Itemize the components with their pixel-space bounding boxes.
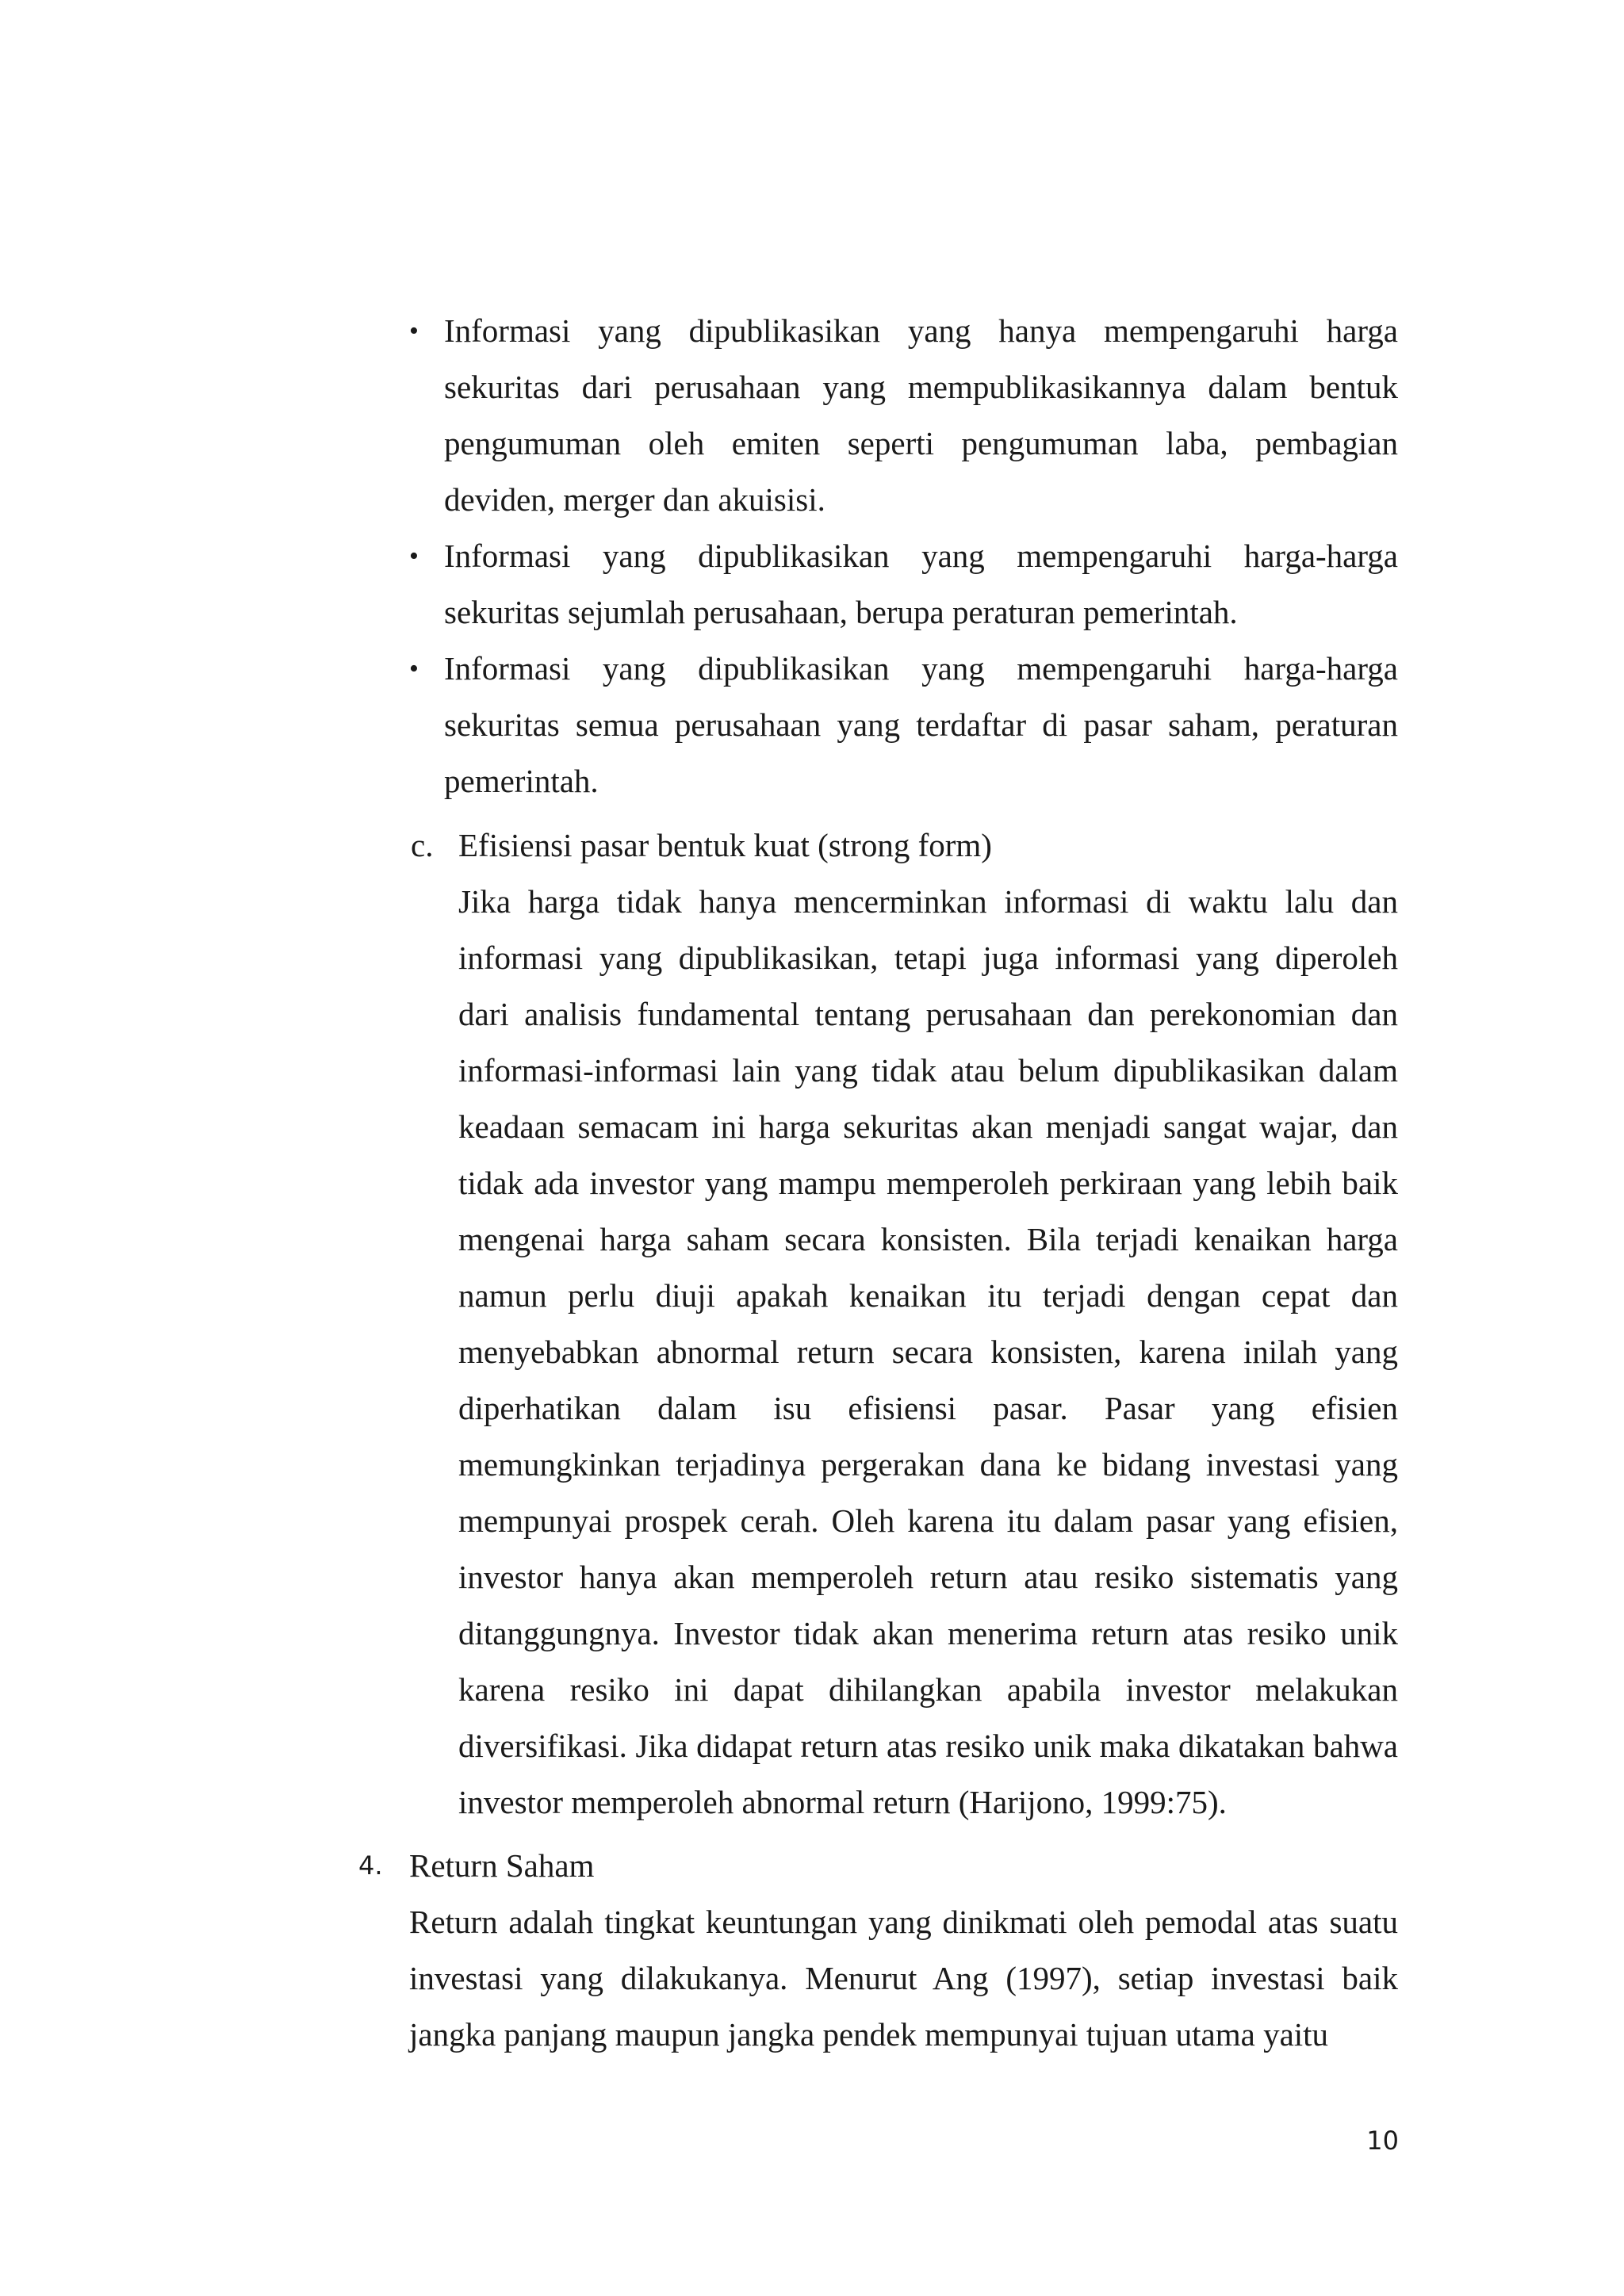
- bullet-icon: •: [409, 654, 419, 683]
- bullet-text: Informasi yang dipublikasikan yang mempengaruhi harga-harga sekuritas semua perusahaan yang terdaftar di pasar saham, peraturan pemerintah.: [444, 650, 1398, 799]
- list-marker: 4.: [358, 1850, 383, 1881]
- heading-text: Return Saham: [409, 1847, 595, 1884]
- section-return-saham: [358, 1838, 1398, 2063]
- bullet-text: Informasi yang dipublikasikan yang hanya mempengaruhi harga sekuritas dari perusahaan yang mempublikasikannya dalam bentuk pengumuman oleh emiten seperti pengumuman laba, pembagian deviden, merger dan akuisisi.: [444, 312, 1398, 518]
- body-paragraph: Return adalah tingkat keuntungan yang dinikmati oleh pemodal atas suatu investasi yang dilakukanya. Menurut Ang (1997), setiap investasi baik jangka panjang maupun jangka pendek mempunyai tujuan utama yaitu: [409, 1904, 1398, 2053]
- section-heading: [411, 817, 1398, 874]
- bullet-text: Informasi yang dipublikasikan yang mempengaruhi harga-harga sekuritas sejumlah perusahaan, berupa peraturan pemerintah.: [444, 538, 1398, 630]
- bullet-item: [409, 641, 1398, 809]
- section-strong-form: [411, 817, 1398, 1831]
- bullet-item: [409, 528, 1398, 641]
- bullet-list: [409, 303, 1398, 809]
- section-heading: [358, 1838, 1398, 1894]
- heading-text: Efisiensi pasar bentuk kuat (strong form): [458, 827, 992, 863]
- bullet-item: [409, 303, 1398, 528]
- bullet-icon: •: [409, 541, 419, 571]
- page-number: 10: [1366, 2126, 1399, 2156]
- bullet-icon: •: [409, 316, 419, 346]
- list-marker: c.: [411, 827, 434, 863]
- body-paragraph: Jika harga tidak hanya mencerminkan informasi di waktu lalu dan informasi yang dipublikasikan, tetapi juga informasi yang diperoleh dari analisis fundamental tentang perusahaan dan perekonomian dan informasi-informasi lain yang tidak atau belum dipublikasikan dalam keadaan semacam ini harga sekuritas akan menjadi sangat wajar, dan tidak ada investor yang mampu memperoleh perkiraan yang lebih baik mengenai harga saham secara konsisten. Bila terjadi kenaikan harga namun perlu diuji apakah kenaikan itu terjadi dengan cepat dan menyebabkan abnormal return secara konsisten, karena inilah yang diperhatikan dalam isu efisiensi pasar. Pasar yang efisien memungkinkan terjadinya pergerakan dana ke bidang investasi yang mempunyai prospek cerah. Oleh karena itu dalam pasar yang efisien, investor hanya akan memperoleh return atau resiko sistematis yang ditanggungnya. Investor tidak akan menerima return atas resiko unik karena resiko ini dapat dihilangkan apabila investor melakukan diversifikasi. Jika didapat return atas resiko unik maka dikatakan bahwa investor memperoleh abnormal return (Harijono, 1999:75).: [458, 883, 1398, 1820]
